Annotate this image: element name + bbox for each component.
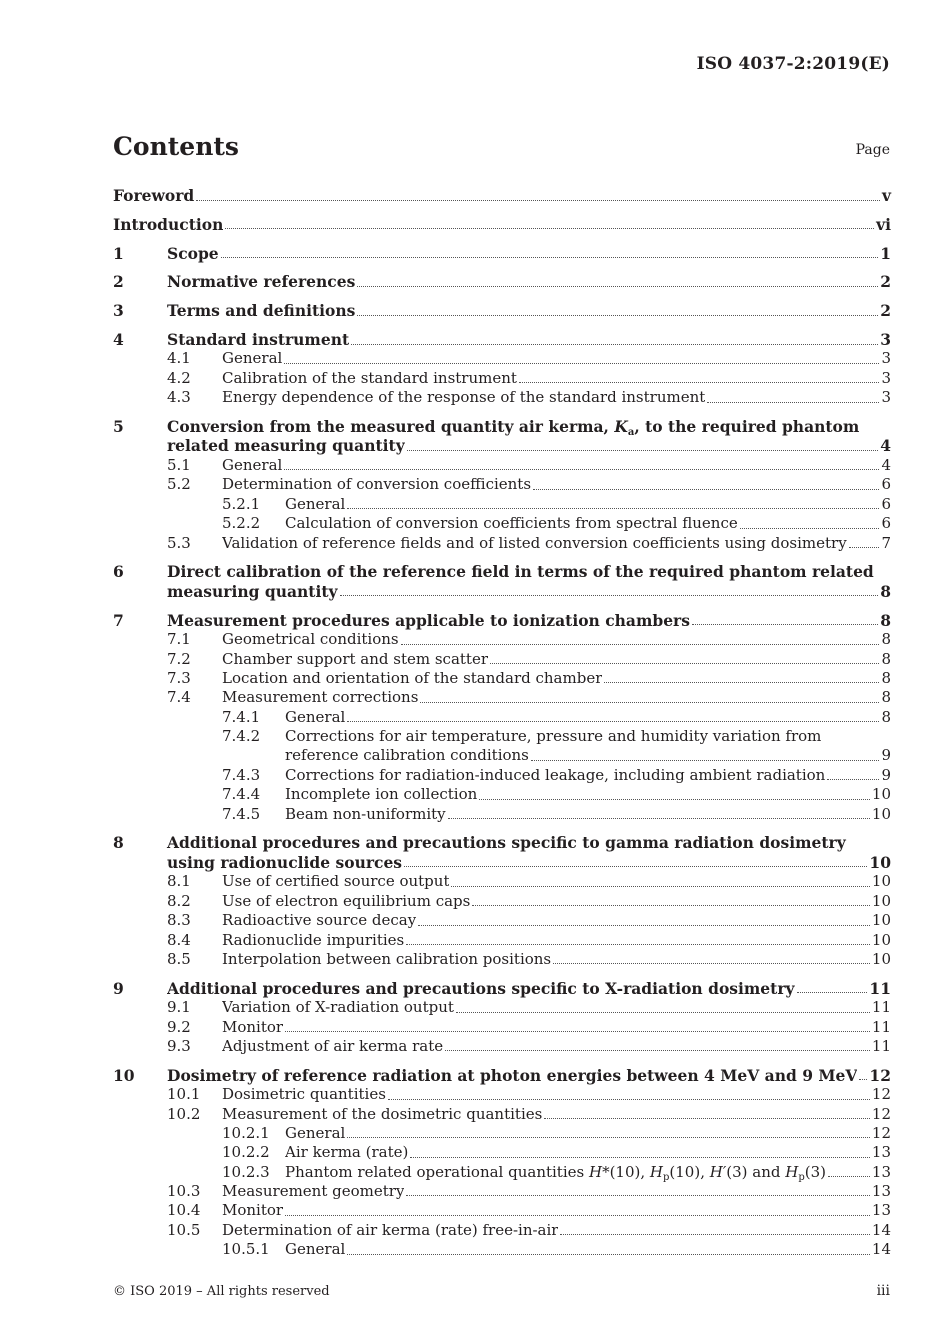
dot-leader — [533, 489, 879, 490]
dot-leader — [707, 402, 879, 403]
toc-number: 8 — [113, 833, 124, 853]
toc-number: 10.2 — [167, 1104, 201, 1123]
dose-subscript: p — [798, 1171, 805, 1183]
toc-page: 4 — [881, 456, 891, 475]
toc-entry-10-1[interactable] — [113, 1085, 891, 1104]
toc-label: Dosimetric quantities — [222, 1085, 386, 1104]
toc-number: 2 — [113, 272, 124, 292]
toc-page: 11 — [871, 1036, 891, 1055]
dot-leader — [740, 528, 880, 529]
toc-number: 10.2.1 — [222, 1123, 270, 1142]
toc-label: Radionuclide impurities — [222, 930, 405, 949]
toc-page: 13 — [871, 1182, 891, 1201]
dot-leader — [560, 1234, 869, 1235]
toc-label-part: Direct calibration of the reference field in terms of the required phantom related — [167, 562, 874, 582]
toc-label: Standard instrument — [167, 329, 350, 349]
toc-page: 14 — [871, 1240, 891, 1259]
toc-label: Corrections for radiation-induced leakage, including ambient radiation — [285, 765, 826, 784]
dot-leader — [225, 228, 874, 229]
toc-label: General — [285, 494, 346, 513]
toc-label: Measurement of the dosimetric quantities — [222, 1104, 543, 1123]
toc-page: 8 — [881, 668, 891, 687]
toc-label: Normative references — [167, 272, 356, 292]
dot-leader — [221, 257, 879, 258]
dot-leader — [604, 682, 879, 683]
toc-entry-7-4-4[interactable] — [113, 785, 891, 804]
dot-leader — [284, 469, 879, 470]
toc-page: 9 — [881, 765, 891, 784]
toc-label: Foreword — [113, 186, 195, 205]
toc-label: Calibration of the standard instrument — [222, 368, 517, 387]
toc-label-part: Additional procedures and precautions specific to gamma radiation dosimetry — [167, 833, 846, 853]
toc-entry-8-5[interactable] — [113, 950, 891, 969]
toc-entry-9-2[interactable] — [113, 1018, 891, 1037]
toc-entry-7-1[interactable] — [113, 630, 891, 649]
dot-leader — [410, 1157, 870, 1158]
toc-entry-9-3[interactable] — [113, 1037, 891, 1056]
dot-leader — [285, 1031, 870, 1032]
toc-label: using radionuclide sources — [167, 852, 403, 872]
toc-entry-10[interactable] — [113, 1066, 891, 1086]
toc-entry-7-2[interactable] — [113, 650, 891, 669]
toc-page: 8 — [881, 707, 891, 726]
toc-page: 10 — [871, 911, 891, 930]
toc-entry-8-4[interactable] — [113, 931, 891, 950]
toc-page: 6 — [881, 475, 891, 494]
toc-entry-8-3[interactable] — [113, 911, 891, 930]
toc-page: 11 — [871, 1017, 891, 1036]
toc-label: Determination of air kerma (rate) free-in-air — [222, 1220, 559, 1239]
table-of-contents — [113, 186, 891, 1260]
dot-leader — [347, 1137, 870, 1138]
toc-entry-7-4-3[interactable] — [113, 766, 891, 785]
toc-label: Energy dependence of the response of the standard instrument — [222, 388, 706, 407]
toc-page: 6 — [881, 514, 891, 533]
toc-entry-6[interactable] — [113, 562, 891, 582]
toc-number: 10.5 — [167, 1220, 201, 1239]
toc-label: Use of electron equilibrium caps — [222, 891, 471, 910]
dot-leader — [347, 721, 879, 722]
toc-entry-5-1[interactable] — [113, 456, 891, 475]
dot-leader — [451, 886, 869, 887]
toc-page: 9 — [881, 746, 891, 765]
toc-number: 10.4 — [167, 1201, 201, 1220]
toc-entry-7-4-2[interactable] — [113, 727, 891, 746]
toc-label-part: (3) — [804, 1162, 826, 1181]
toc-number: 7.4.2 — [222, 727, 261, 746]
toc-page: 10 — [871, 891, 891, 910]
toc-page: 10 — [871, 930, 891, 949]
copyright-notice: © ISO 2019 – All rights reserved — [113, 1284, 330, 1299]
toc-number: 7 — [113, 610, 124, 630]
toc-number: 10.5.1 — [222, 1240, 270, 1259]
dot-leader — [448, 818, 870, 819]
dot-leader — [357, 315, 878, 316]
toc-label: Geometrical conditions — [222, 630, 399, 649]
toc-number: 8.4 — [167, 930, 191, 949]
toc-entry-7-4-2-continued[interactable] — [113, 747, 891, 766]
toc-entry-introduction[interactable] — [113, 215, 891, 235]
document-id: ISO 4037-2:2019(E) — [696, 54, 890, 74]
toc-entry-7-4[interactable] — [113, 688, 891, 707]
toc-number: 5.2.1 — [222, 494, 261, 513]
toc-label: Introduction — [113, 214, 224, 234]
dot-leader — [544, 1118, 870, 1119]
dot-leader — [347, 508, 879, 509]
toc-label: Dosimetry of reference radiation at photon energies between 4 MeV and 9 MeV — [167, 1065, 858, 1085]
toc-page: 8 — [881, 630, 891, 649]
toc-entry-5-2[interactable] — [113, 475, 891, 494]
toc-page: 13 — [871, 1143, 891, 1162]
dot-leader — [472, 905, 870, 906]
toc-label-part: , to the required phantom — [634, 416, 860, 436]
toc-entry-8[interactable] — [113, 833, 891, 853]
toc-label: Location and orientation of the standard chamber — [222, 668, 603, 687]
dot-leader — [849, 547, 880, 548]
toc-number: 7.4.1 — [222, 707, 261, 726]
toc-entry-7[interactable] — [113, 611, 891, 631]
toc-entry-10-5[interactable] — [113, 1221, 891, 1240]
toc-label: Use of certified source output — [222, 872, 450, 891]
toc-label — [285, 1163, 826, 1182]
toc-label: Measurement procedures applicable to ionization chambers — [167, 610, 690, 630]
dose-subscript: p — [663, 1171, 670, 1183]
toc-entry-7-3[interactable] — [113, 669, 891, 688]
toc-number: 10.2.3 — [222, 1162, 270, 1181]
toc-entry-2[interactable] — [113, 272, 891, 292]
toc-label: related measuring quantity — [167, 436, 405, 456]
dot-leader — [827, 779, 879, 780]
toc-label: Air kerma (rate) — [285, 1143, 409, 1162]
toc-label: General — [222, 349, 283, 368]
toc-label-part: (10), — [669, 1162, 710, 1181]
dot-leader — [797, 992, 868, 993]
dot-leader — [445, 1050, 870, 1051]
toc-label: measuring quantity — [167, 581, 338, 601]
toc-number: 7.2 — [167, 649, 191, 668]
toc-number: 9 — [113, 978, 124, 998]
toc-label-part: (3) and — [726, 1162, 786, 1181]
toc-page: 8 — [881, 688, 891, 707]
toc-entry-10-2-1[interactable] — [113, 1124, 891, 1143]
page-column-label: Page — [855, 142, 890, 158]
toc-page: 3 — [881, 368, 891, 387]
dot-leader — [407, 450, 878, 451]
toc-page: 7 — [881, 533, 891, 552]
dot-leader — [456, 1012, 870, 1013]
toc-label: Monitor — [222, 1017, 284, 1036]
toc-number: 7.3 — [167, 668, 191, 687]
toc-page: 10 — [871, 804, 891, 823]
toc-number: 4.1 — [167, 349, 191, 368]
toc-entry-3[interactable] — [113, 301, 891, 321]
toc-number: 7.4 — [167, 688, 191, 707]
toc-number: 8.5 — [167, 949, 191, 968]
toc-label: reference calibration conditions — [285, 746, 529, 765]
toc-page: 2 — [880, 301, 891, 321]
toc-entry-9-1[interactable] — [113, 998, 891, 1017]
toc-entry-8-2[interactable] — [113, 892, 891, 911]
dot-leader — [357, 286, 878, 287]
toc-label: Adjustment of air kerma rate — [222, 1036, 444, 1055]
dot-leader — [404, 866, 867, 867]
toc-number: 4.3 — [167, 388, 191, 407]
toc-label: General — [285, 1123, 346, 1142]
toc-page: 11 — [871, 998, 891, 1017]
toc-page: 1 — [880, 243, 891, 263]
toc-page: 4 — [880, 436, 891, 456]
toc-page: 12 — [871, 1104, 891, 1123]
toc-entry-10-3[interactable] — [113, 1182, 891, 1201]
toc-label-part: Corrections for air temperature, pressure and humidity variation from — [285, 727, 822, 746]
toc-label: Chamber support and stem scatter — [222, 649, 488, 668]
dot-leader — [418, 925, 870, 926]
toc-number: 1 — [113, 243, 124, 263]
toc-entry-8-continued[interactable] — [113, 853, 891, 873]
toc-entry-4-3[interactable] — [113, 388, 891, 407]
toc-label: Variation of X-radiation output — [222, 998, 454, 1017]
toc-page: 10 — [871, 785, 891, 804]
toc-page: 13 — [871, 1162, 891, 1181]
dot-leader — [553, 963, 870, 964]
toc-label: Incomplete ion collection — [285, 785, 478, 804]
toc-number: 8.3 — [167, 911, 191, 930]
toc-page: 10 — [871, 872, 891, 891]
toc-page: 2 — [880, 272, 891, 292]
toc-page: 3 — [881, 388, 891, 407]
toc-page: 11 — [869, 978, 891, 998]
toc-entry-4-2[interactable] — [113, 369, 891, 388]
toc-number: 5.2 — [167, 475, 191, 494]
toc-page: 8 — [881, 649, 891, 668]
toc-entry-10-2-3[interactable] — [113, 1163, 891, 1182]
toc-label: General — [285, 1240, 346, 1259]
toc-label-part: (10), — [609, 1162, 650, 1181]
dot-leader — [420, 702, 879, 703]
dot-leader — [285, 1215, 870, 1216]
dot-leader — [519, 382, 880, 383]
toc-label: Measurement corrections — [222, 688, 419, 707]
dose-symbol: H — [785, 1162, 799, 1181]
toc-entry-7-4-5[interactable] — [113, 805, 891, 824]
toc-number: 5 — [113, 416, 124, 436]
toc-label: General — [285, 707, 346, 726]
toc-page: 12 — [871, 1085, 891, 1104]
toc-number: 7.4.4 — [222, 785, 261, 804]
toc-entry-foreword[interactable] — [113, 186, 891, 206]
toc-label: Interpolation between calibration positions — [222, 949, 552, 968]
dot-leader — [490, 663, 879, 664]
toc-number: 7.4.3 — [222, 765, 261, 784]
toc-entry-6-continued[interactable] — [113, 582, 891, 602]
toc-number: 7.1 — [167, 630, 191, 649]
dot-leader — [401, 644, 880, 645]
toc-number: 9.3 — [167, 1036, 191, 1055]
dot-leader — [351, 344, 878, 345]
page-title: Contents — [113, 132, 240, 161]
toc-label: Terms and definitions — [167, 301, 356, 321]
toc-label: Measurement geometry — [222, 1182, 405, 1201]
toc-number: 6 — [113, 562, 124, 582]
toc-page: 8 — [880, 581, 891, 601]
toc-number: 4 — [113, 329, 124, 349]
dot-leader — [859, 1079, 867, 1080]
toc-entry-10-4[interactable] — [113, 1201, 891, 1220]
toc-label: Calculation of conversion coefficients from spectral fluence — [285, 514, 738, 533]
toc-label: Monitor — [222, 1201, 284, 1220]
toc-label-part: Phantom related operational quantities — [285, 1162, 589, 1181]
toc-entry-4[interactable] — [113, 330, 891, 350]
toc-label: Radioactive source decay — [222, 911, 417, 930]
toc-number: 5.2.2 — [222, 514, 261, 533]
toc-entry-7-4-1[interactable] — [113, 708, 891, 727]
toc-label: Validation of reference fields and of listed conversion coefficients using dosimetry — [222, 533, 847, 552]
toc-number: 3 — [113, 301, 124, 321]
toc-number: 8.1 — [167, 872, 191, 891]
toc-number: 5.1 — [167, 456, 191, 475]
toc-entry-10-2-2[interactable] — [113, 1143, 891, 1162]
toc-entry-1[interactable] — [113, 244, 891, 264]
dot-leader — [479, 799, 870, 800]
toc-page: 12 — [869, 1065, 891, 1085]
toc-page: 8 — [880, 610, 891, 630]
toc-page: 10 — [869, 852, 891, 872]
dose-symbol: H* — [588, 1162, 610, 1181]
dot-leader — [531, 760, 880, 761]
page-number: iii — [876, 1283, 890, 1299]
toc-entry-8-1[interactable] — [113, 872, 891, 891]
toc-page: 10 — [871, 949, 891, 968]
toc-number: 5.3 — [167, 533, 191, 552]
toc-label: Scope — [167, 243, 219, 263]
dot-leader — [828, 1176, 870, 1177]
toc-number: 9.2 — [167, 1017, 191, 1036]
toc-entry-5-continued[interactable] — [113, 436, 891, 456]
toc-page: v — [881, 186, 891, 205]
toc-page: vi — [876, 214, 891, 234]
dot-leader — [340, 595, 879, 596]
toc-page: 13 — [871, 1201, 891, 1220]
toc-entry-5[interactable] — [113, 417, 891, 437]
toc-number: 4.2 — [167, 368, 191, 387]
toc-label: Determination of conversion coefficients — [222, 475, 532, 494]
kerma-subscript: a — [627, 426, 635, 438]
toc-entry-5-3[interactable] — [113, 534, 891, 553]
dose-symbol: H — [649, 1162, 663, 1181]
toc-number: 10.3 — [167, 1182, 201, 1201]
dot-leader — [347, 1254, 870, 1255]
toc-entry-5-2-1[interactable] — [113, 495, 891, 514]
toc-label: General — [222, 456, 283, 475]
toc-number: 10 — [113, 1065, 135, 1085]
dot-leader — [406, 944, 870, 945]
toc-number: 8.2 — [167, 891, 191, 910]
dot-leader — [388, 1099, 870, 1100]
toc-page: 14 — [871, 1220, 891, 1239]
toc-number: 7.4.5 — [222, 804, 261, 823]
dot-leader — [196, 200, 880, 201]
toc-label: Beam non-uniformity — [285, 804, 446, 823]
toc-entry-4-1[interactable] — [113, 350, 891, 369]
toc-entry-10-2[interactable] — [113, 1105, 891, 1124]
toc-page: 3 — [881, 349, 891, 368]
kerma-symbol: K — [614, 416, 628, 436]
toc-entry-10-5-1[interactable] — [113, 1240, 891, 1259]
dot-leader — [406, 1195, 869, 1196]
toc-number: 10.1 — [167, 1085, 201, 1104]
toc-page: 3 — [880, 329, 891, 349]
toc-entry-9[interactable] — [113, 979, 891, 999]
toc-number: 9.1 — [167, 998, 191, 1017]
toc-page: 12 — [871, 1123, 891, 1142]
toc-entry-5-2-2[interactable] — [113, 514, 891, 533]
toc-label-part: Conversion from the measured quantity air kerma, — [167, 416, 615, 436]
dot-leader — [284, 363, 879, 364]
toc-label: Additional procedures and precautions specific to X-radiation dosimetry — [167, 978, 795, 998]
toc-page: 6 — [881, 494, 891, 513]
dose-symbol: H′ — [709, 1162, 727, 1181]
toc-number: 10.2.2 — [222, 1143, 270, 1162]
dot-leader — [692, 624, 878, 625]
